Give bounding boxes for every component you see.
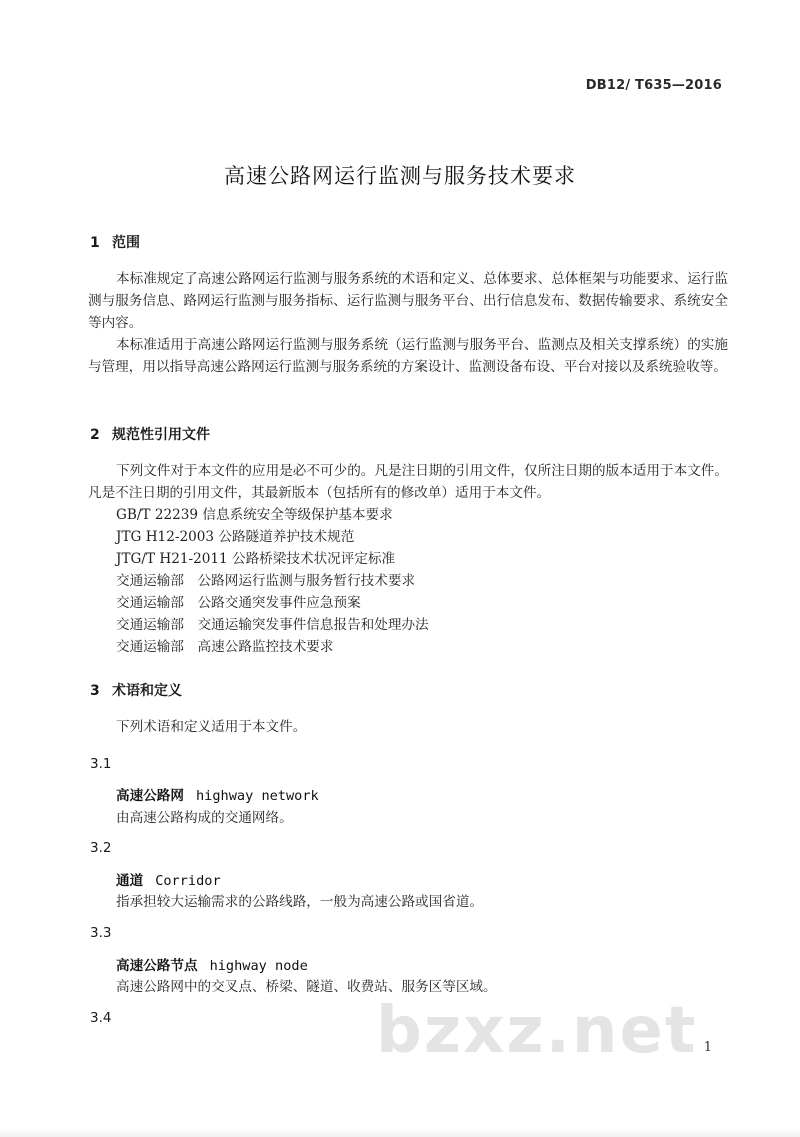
section-3-title: 术语和定义 [112,683,182,699]
page-number: 1 [703,1040,712,1055]
reference-item: 交通运输部 公路交通突发事件应急预案 [116,595,361,611]
term-chinese: 高速公路网 [116,788,184,804]
page-bottom-edge [0,1129,800,1137]
clause-number: 3.2 [90,840,112,856]
section-1-title: 范围 [112,235,140,251]
section-1-paragraph-1: 本标准规定了高速公路网运行监测与服务系统的术语和定义、总体要求、总体框架与功能要求、运行监测与服务信息、路网运行监测与服务指标、运行监测与服务平台、出行信息发布、数据传输要求、系统安全等内容。 [88,271,728,331]
term-definition: 高速公路网中的交叉点、桥梁、隧道、收费站、服务区等区域。 [116,979,497,995]
section-2-number: 2 [90,427,100,443]
section-3-heading [90,680,182,700]
section-2-heading [90,424,210,444]
term-entry [116,954,308,974]
section-1-number: 1 [90,235,100,251]
reference-item: JTG H12-2003 公路隧道养护技术规范 [116,529,355,545]
term-chinese: 高速公路节点 [116,958,198,974]
section-1-heading [90,232,140,252]
reference-item: 交通运输部 交通运输突发事件信息报告和处理办法 [116,617,429,633]
reference-item: GB/T 22239 信息系统安全等级保护基本要求 [116,507,393,523]
document-title: 高速公路网运行监测与服务技术要求 [224,164,576,188]
term-definition: 指承担较大运输需求的公路线路，一般为高速公路或国省道。 [116,894,484,910]
watermark: bzxz.net [376,994,698,1068]
term-entry [116,869,221,889]
term-entry [116,784,319,804]
section-3-number: 3 [90,683,100,699]
reference-item: JTG/T H21-2011 公路桥梁技术状况评定标准 [116,551,396,567]
clause-number: 3.3 [90,925,112,941]
term-english: Corridor [155,873,221,889]
section-1-paragraph-2: 本标准适用于高速公路网运行监测与服务系统（运行监测与服务平台、监测点及相关支撑系统）的实施与管理，用以指导高速公路网运行监测与服务系统的方案设计、监测设备布设、平台对接以及系统验收等。 [88,337,728,375]
section-3-paragraph-1: 下列术语和定义适用于本文件。 [116,719,307,735]
section-2-paragraph-1: 下列文件对于本文件的应用是必不可少的。凡是注日期的引用文件，仅所注日期的版本适用于本文件。凡是不注日期的引用文件，其最新版本（包括所有的修改单）适用于本文件。 [88,463,728,501]
term-chinese: 通道 [116,873,144,889]
clause-number: 3.1 [90,756,112,772]
section-2-title: 规范性引用文件 [112,427,210,443]
reference-item: 交通运输部 高速公路监控技术要求 [116,639,334,655]
term-definition: 由高速公路构成的交通网络。 [116,810,293,826]
document-code: DB12/ T635—2016 [585,78,722,93]
term-english: highway node [209,958,308,974]
clause-number: 3.4 [90,1010,112,1026]
term-english: highway network [195,788,319,804]
reference-item: 交通运输部 公路网运行监测与服务暂行技术要求 [116,573,416,589]
